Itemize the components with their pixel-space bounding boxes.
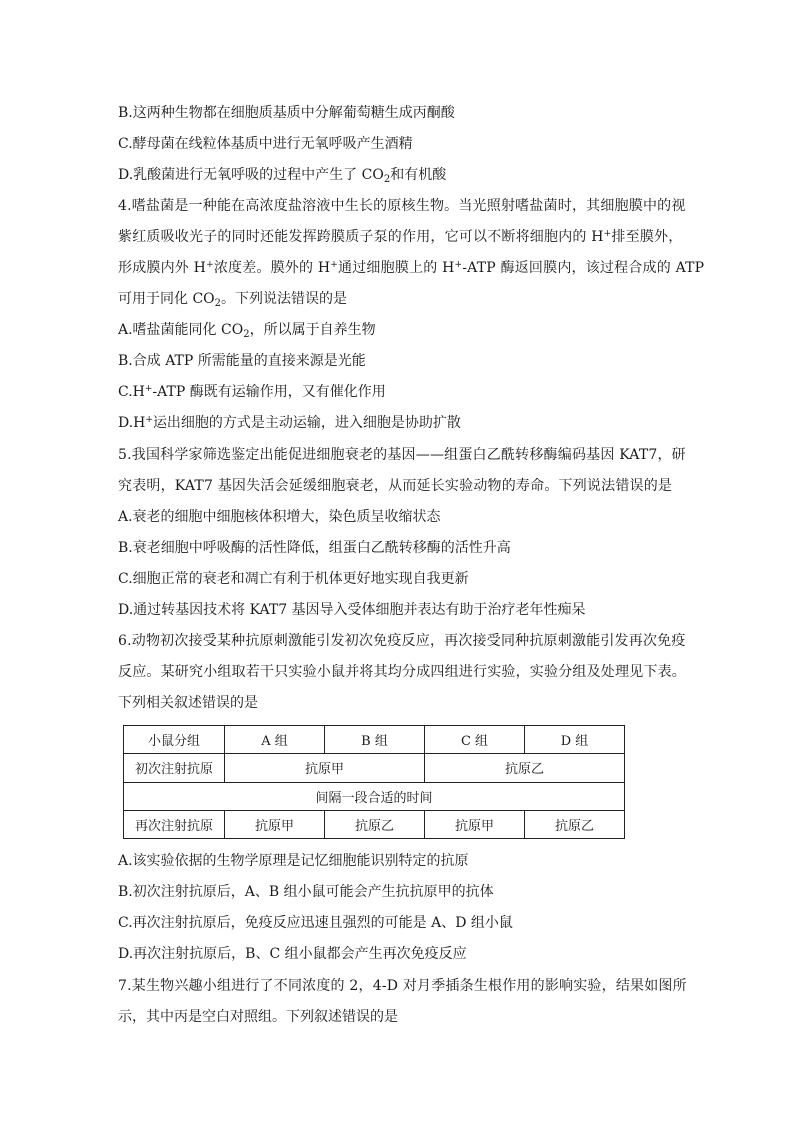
table-header-cell: B 组 xyxy=(325,726,425,754)
table-header-cell: C 组 xyxy=(425,726,525,754)
q5-option-a: A.衰老的细胞中细胞核体积增大，染色质呈收缩状态 xyxy=(118,509,441,525)
table-row-second-injection xyxy=(124,810,625,838)
table-cell: 抗原甲 xyxy=(425,810,525,838)
q4-option-a: A.嗜盐菌能同化 $CO_2$，所以属于自养生物 xyxy=(118,322,376,340)
table-cell: 抗原甲 xyxy=(225,810,325,838)
q5-option-d: D.通过转基因技术将 KAT7 基因导入受体细胞并表达有助于治疗老年性痴呆 xyxy=(118,602,586,618)
table-header-cell: 小鼠分组 xyxy=(124,726,225,754)
table-cell-label: 再次注射抗原 xyxy=(124,810,225,838)
table-header-cell: A 组 xyxy=(225,726,325,754)
q6-option-c: C.再次注射抗原后，免疫反应迅速且强烈的可能是 A、D 组小鼠 xyxy=(118,915,513,931)
table-cell: 抗原乙 xyxy=(325,810,425,838)
table-cell: 抗原乙 xyxy=(425,754,625,782)
table-cell: 间隔一段合适的时间 xyxy=(124,782,625,810)
q5-stem-line2: 究表明，KAT7 基因失活会延缓细胞衰老，从而延长实验动物的寿命。下列说法错误的是 xyxy=(118,478,673,494)
q6-option-a: A.该实验依据的生物学原理是记忆细胞能识别特定的抗原 xyxy=(118,853,469,869)
table-row-interval xyxy=(124,782,625,810)
table-row-first-injection xyxy=(124,754,625,782)
table-header-cell: D 组 xyxy=(525,726,625,754)
table-row-header xyxy=(124,726,625,754)
q4-option-d: D.H+运出细胞的方式是主动运输，进入细胞是协助扩散 xyxy=(118,415,461,431)
q4-stem-line1: 4.嗜盐菌是一种能在高浓度盐溶液中生长的原核生物。当光照射嗜盐菌时，其细胞膜中的视 xyxy=(118,198,686,214)
q7-stem-line1: 7.某生物兴趣小组进行了不同浓度的 2，4-D 对月季插条生根作用的影响实验，结果如图所 xyxy=(118,978,687,994)
q6-stem-line2: 反应。某研究小组取若干只实验小鼠并将其均分成四组进行实验，实验分组及处理见下表。 xyxy=(118,664,686,680)
q4-stem-line4: 可用于同化 $CO_2$。下列说法错误的是 xyxy=(118,291,348,309)
q4-option-b: B.合成 ATP 所需能量的直接来源是光能 xyxy=(118,353,366,369)
q5-stem-line1: 5.我国科学家筛选鉴定出能促进细胞衰老的基因——组蛋白乙酰转移酶编码基因 KAT7，研 xyxy=(118,447,686,463)
q3-option-d: D.乳酸菌进行无氧呼吸的过程中产生了 $CO_2$和有机酸 xyxy=(118,167,447,185)
table-cell-label: 初次注射抗原 xyxy=(124,754,225,782)
q6-option-b: B.初次注射抗原后，A、B 组小鼠可能会产生抗抗原甲的抗体 xyxy=(118,884,494,900)
q3-option-b: B.这两种生物都在细胞质基质中分解葡萄糖生成丙酮酸 xyxy=(118,105,455,121)
q4-stem-line2: 紫红质吸收光子的同时还能发挥跨膜质子泵的作用，它可以不断将细胞内的 H+排至膜外， xyxy=(118,229,683,245)
table-cell: 抗原甲 xyxy=(225,754,425,782)
q3-option-c: C.酵母菌在线粒体基质中进行无氧呼吸产生酒精 xyxy=(118,136,413,152)
q6-option-d: D.再次注射抗原后，B、C 组小鼠都会产生再次免疫反应 xyxy=(118,946,467,962)
q4-stem-line3: 形成膜内外 H+浓度差。膜外的 H+通过细胞膜上的 H+-ATP 酶返回膜内，该过程合成的 ATP xyxy=(118,260,705,276)
q5-option-b: B.衰老细胞中呼吸酶的活性降低，组蛋白乙酰转移酶的活性升高 xyxy=(118,540,511,556)
q4-option-c: C.H+-ATP 酶既有运输作用，又有催化作用 xyxy=(118,384,386,400)
q6-stem-line1: 6.动物初次接受某种抗原刺激能引发初次免疫反应，再次接受同种抗原刺激能引发再次免疫 xyxy=(118,633,686,649)
experiment-table xyxy=(123,725,625,839)
q7-stem-line2: 示，其中丙是空白对照组。下列叙述错误的是 xyxy=(118,1009,398,1025)
q5-option-c: C.细胞正常的衰老和凋亡有利于机体更好地实现自我更新 xyxy=(118,571,469,587)
q6-stem-line3: 下列相关叙述错误的是 xyxy=(118,695,258,711)
table-cell: 抗原乙 xyxy=(525,810,625,838)
